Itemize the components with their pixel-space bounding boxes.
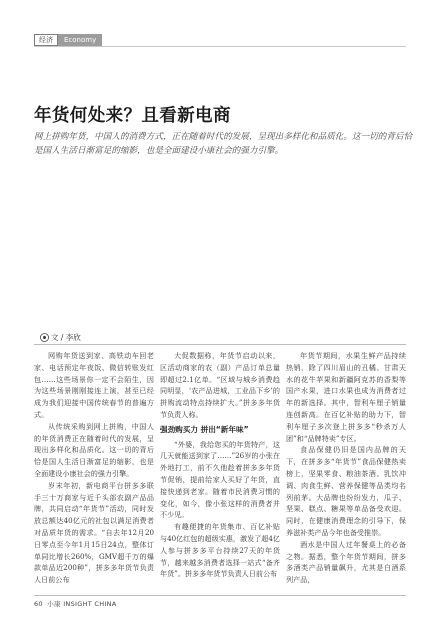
footer-rule xyxy=(34,595,406,596)
paragraph: 酒水是中国人过年餐桌上的必备之物。据悉，整个年货节期间，拼多多酒类产品销量飙升，尤其是白酒系列产品， xyxy=(286,539,406,585)
section-label-en: Economy xyxy=(58,34,102,46)
paragraph: 从传统采购到网上拼购，中国人的年货消费正在随着时代的发展，呈现出多样化和品质化。这一切的背后恰是国人生活日渐富足的缩影，也是全面建设小康社会的强力引擎。 xyxy=(34,421,154,478)
paragraph: 大促数据称，年货节启动以来，区活动商家的农（副）产品订单总量即超过2.1亿单。“区域与城乡消费趋同明显，‘农产品进城，工业品下乡’的拼购流动特点持续扩大。”拼多多年货节负责人称。 xyxy=(160,351,280,419)
page-number: 60 xyxy=(34,600,43,608)
section-tab xyxy=(34,34,102,46)
page-footer xyxy=(34,599,117,608)
byline-text: 文 / 李欣 xyxy=(51,333,81,342)
magazine-brand: 小康 INSIGHT CHINA xyxy=(47,600,117,608)
paragraph: 网购年货送到家、高铁动车回老家、电话预定年夜饭、微信转账发红包……这些场景你一定不会陌生，因为这些场景刚刚接连上演，甚至已经成为我们迎接中国传统春节的普遍方式。 xyxy=(34,351,154,419)
top-rule xyxy=(34,46,406,47)
paragraph: 有趣便捷的年货集市、百亿补贴与40亿红包的超级实惠，激发了超4亿人参与拼多多平台持续27天的年货节，越来越多消费者选择一站式“备齐年货”。拼多多年货节负责人日前公布 xyxy=(160,522,280,579)
byline xyxy=(40,332,81,343)
section-label-zh: 经济 xyxy=(34,34,58,46)
article-headline: 年货何处来？且看新电商 xyxy=(34,106,231,126)
article-column-3 xyxy=(286,350,406,586)
article-lede: 网上拼购年货，中国人的消费方式，正在随着时代的发展，呈现出多样化和品质化。这一切的背后恰是国人生活日渐富足的缩影，也是全面建设小康社会的强力引擎。 xyxy=(34,132,413,156)
paragraph: 食品保健仍旧是国内品牌的天下，在拼多多“年货节”食品保健热卖榜上，坚果零食、粮油茶酒、乳饮冲调、肉食生鲜、营养保健等品类均名列前茅。大品牌也纷纷发力，瓜子、坚果、糕点、糖果等单品备受欢迎。同时，在健康消费理念的引导下，保养滋补类产品今年也备受推崇。 xyxy=(286,445,406,537)
paragraph: “外婆，我给您买的年货特产，这几天就能送到家了……”26岁的小张在外地打工，前不久他趁着拼多多年货节促销，提前给家人买好了年货，直接快递到老家。随着市民消费习惯的变化，如今，像小张这样的消费者并不少见。 xyxy=(160,439,280,520)
paragraph: 岁末年初，新电商平台拼多多联手三十万商家与近千头部农副产品品牌，共同启动“年货节”活动，同时发放总额达40亿元的社包以满足消费者对品质年货的需求。“自去年12月20日零点至今年1月15日24点，整体订单同比增长260%，GMV超千万的爆款单品近200种”，拼多多年货节负责人日前公布 xyxy=(34,480,154,585)
article-column-1 xyxy=(34,350,154,586)
byline-flower-icon xyxy=(40,333,49,342)
column-subheading: 强劲购买力 拼出“新年味” xyxy=(160,424,249,434)
paragraph: 年货节期间，水果生鲜产品持续热销，除了四川眉山的丑橘、甘肃天水的花牛苹果和新疆阿克苏的香梨等国产水果，进口水果也成为消费者过年的新选择。其中，智利车厘子销量连创新高。在百亿补贴的助力下，智利车厘子多次登上拼多多“秒杀万人团”和“品牌特卖”专区。 xyxy=(286,351,406,443)
byline-rule xyxy=(34,344,406,345)
article-column-2 xyxy=(160,350,280,580)
